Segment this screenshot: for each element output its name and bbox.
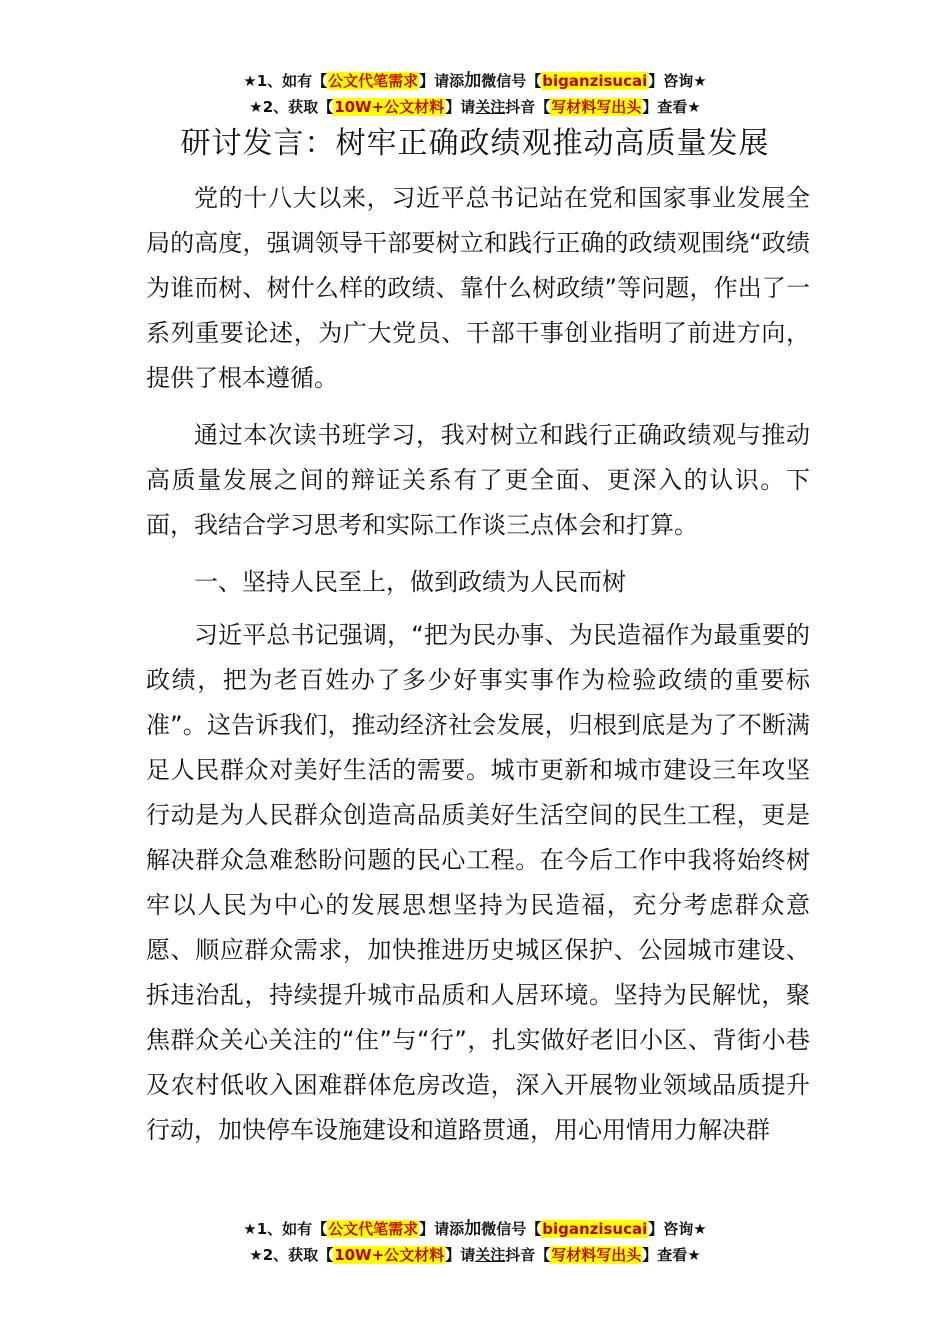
- notice-line-2: ★2、获取【10W+公文材料】请关注抖音【写材料写出头】查看★: [249, 98, 701, 116]
- notice-line-1: ★1、如有【公文代笔需求】请添加微信号【biganzisucai】咨询★: [243, 1219, 707, 1239]
- materials-highlight: 10W+公文材料: [334, 1246, 445, 1264]
- service-highlight: 公文代笔需求: [328, 72, 419, 90]
- douyin-account-highlight: 写材料写出头: [551, 1246, 642, 1264]
- douyin-account-highlight: 写材料写出头: [551, 98, 642, 116]
- service-highlight: 公文代笔需求: [328, 1220, 419, 1238]
- paragraph: 习近平总书记强调，“把为民办事、为民造福作为最重要的政绩，把为老百姓办了多少好事实事作为检验政绩的重要标准”。这告诉我们，推动经济社会发展，归根到底是为了不断满足人民群众对美好生活的需要。城市更新和城市建设三年攻坚行动是为人民群众创造高品质美好生活空间的民生工程，更是解决群众急难愁盼问题的民心工程。在今后工作中我将始终树牢以人民为中心的发展思想坚持为民造福，充分考虑群众意愿、顺应群众需求，加快推进历史城区保护、公园城市建设、拆违治乱，持续提升城市品质和人居环境。坚持为民解忧，聚焦群众关心关注的“住”与“行”，扎实做好老旧小区、背街小巷及农村低收入困难群体危房改造，深入开展物业领域品质提升行动，加快停车设施建设和道路贯通，用心用情用力解决群: [146, 621, 810, 1144]
- wechat-id-highlight: biganzisucai: [542, 1220, 648, 1238]
- paragraph: 通过本次读书班学习，我对树立和践行正确政绩观与推动高质量发展之间的辩证关系有了更全面、更深入的认识。下面，我结合学习思考和实际工作谈三点体会和打算。: [146, 421, 810, 539]
- notice-line-1: ★1、如有【公文代笔需求】请添加微信号【biganzisucai】咨询★: [243, 71, 707, 91]
- header-notice: [0, 68, 950, 120]
- materials-highlight: 10W+公文材料: [334, 98, 445, 116]
- wechat-id-highlight: biganzisucai: [542, 72, 648, 90]
- page-title: 研讨发言：树牢正确政绩观推动高质量发展: [180, 126, 770, 161]
- document-body: [146, 176, 810, 1165]
- notice-line-2: ★2、获取【10W+公文材料】请关注抖音【写材料写出头】查看★: [249, 1246, 701, 1264]
- footer-notice: [0, 1216, 950, 1268]
- section-heading: 一、坚持人民至上，做到政绩为人民而树: [194, 568, 626, 596]
- paragraph: 党的十八大以来，习近平总书记站在党和国家事业发展全局的高度，强调领导干部要树立和践行正确的政绩观围绕“政绩为谁而树、树什么样的政绩、靠什么树政绩”等问题，作出了一系列重要论述，为广大党员、干部干事创业指明了前进方向，提供了根本遵循。: [146, 184, 810, 392]
